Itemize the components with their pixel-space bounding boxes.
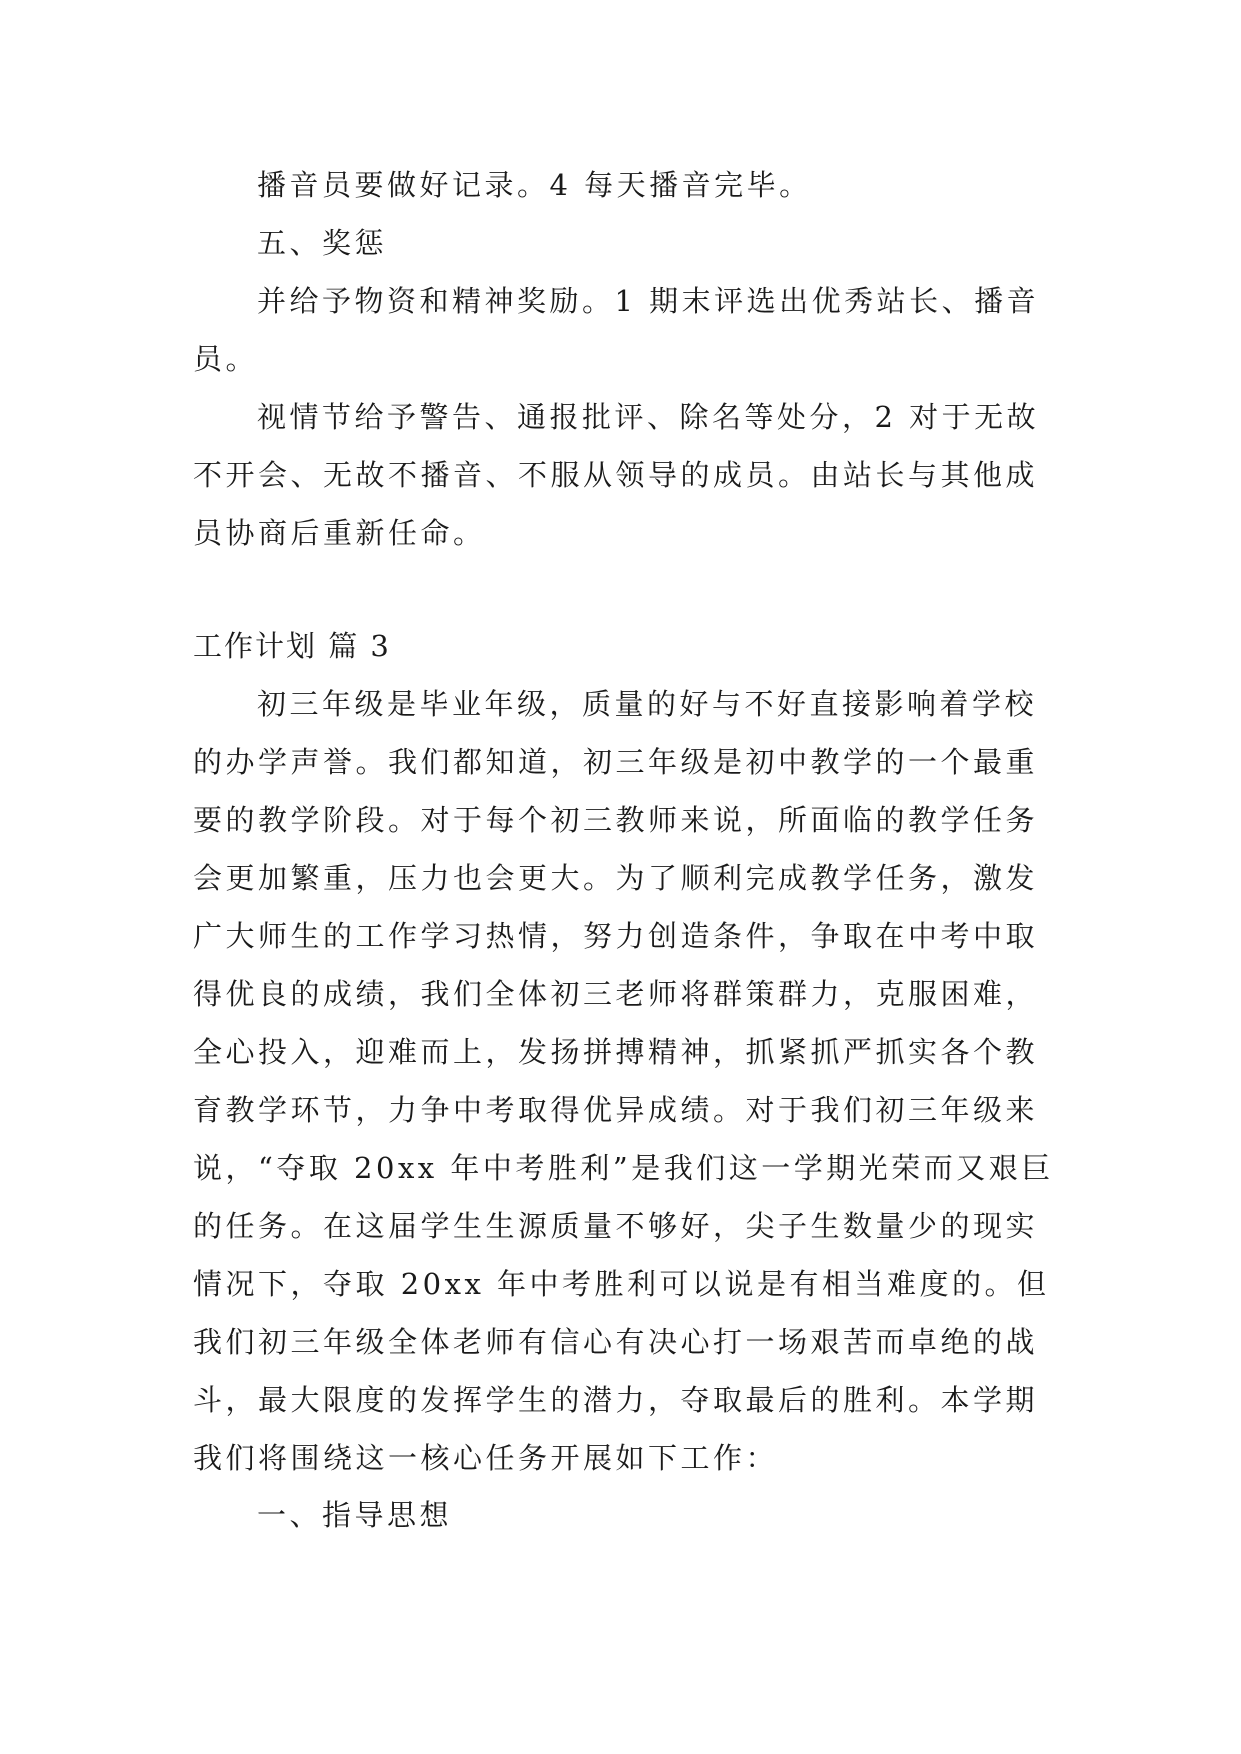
paragraph-penalties: 视情节给予警告、通报批评、除名等处分，2 对于无故不开会、无故不播音、不服从领导的成员。由站长与其他成员协商后重新任命。 bbox=[193, 400, 1040, 550]
paragraph-main-plan: 初三年级是毕业年级，质量的好与不好直接影响着学校的办学声誉。我们都知道，初三年级是初中教学的一个最重要的教学阶段。对于每个初三教师来说，所面临的教学任务会更加繁重，压力也会更大。为了顺利完成教学任务，激发广大师生的工作学习热情，努力创造条件，争取在中考中取得优良的成绩，我们全体初三老师将群策群力，克服困难，全心投入，迎难而上，发扬拼搏精神，抓紧抓严抓实各个教育教学环节，力争中考取得优异成绩。对于我们初三年级来说，“夺取 20xx 年中考胜利”是我们这一学期光荣而又艰巨的任务。在这届学生生源质量不够好，尖子生数量少的现实情况下，夺取 20xx 年中考胜利可以说是有相当难度的。但我们初三年级全体老师有信心有决心打一场艰苦而卓绝的战斗，最大限度的发挥学生的潜力，夺取最后的胜利。本学期我们将围绕这一核心任务开展如下工作： bbox=[193, 687, 1054, 1475]
section-heading: 工作计划 篇 3 bbox=[193, 629, 391, 663]
subheading-guiding-ideology: 一、指导思想 bbox=[257, 1498, 453, 1532]
paragraph-broadcast-record: 播音员要做好记录。4 每天播音完毕。 bbox=[257, 168, 812, 202]
paragraph-rewards: 并给予物资和精神奖励。1 期末评选出优秀站长、播音员。 bbox=[193, 284, 1040, 376]
heading-rewards-penalties: 五、奖惩 bbox=[257, 226, 388, 260]
